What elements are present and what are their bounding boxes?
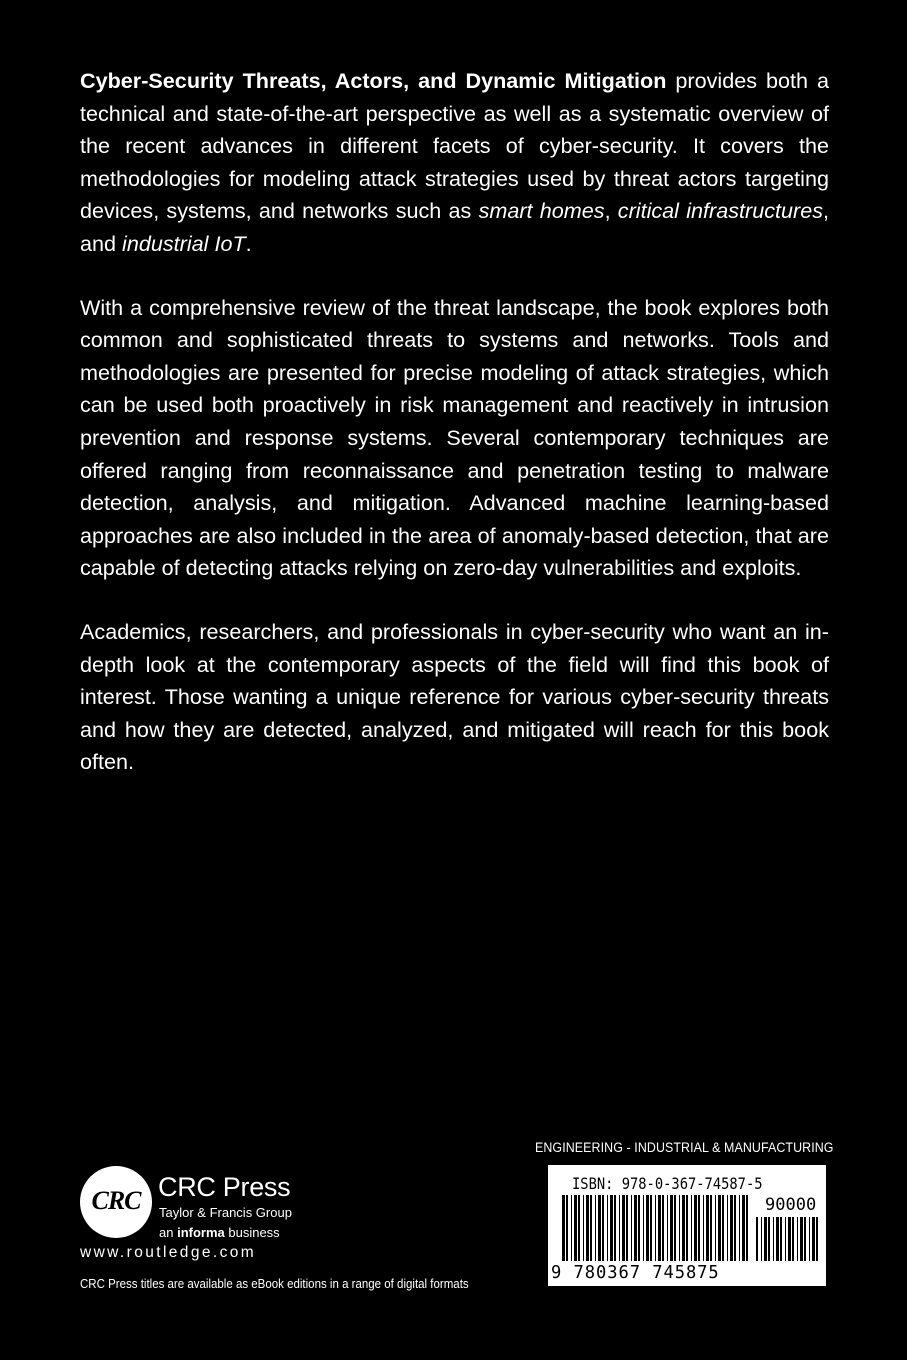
barcode-bar: [571, 1195, 572, 1261]
barcode-bar: [788, 1217, 791, 1261]
barcode-bar: [812, 1217, 815, 1261]
barcode-bar: [646, 1195, 649, 1261]
barcode-bar: [773, 1217, 774, 1261]
barcode-bar: [746, 1195, 748, 1261]
barcode-bars: [562, 1195, 748, 1261]
barcode-bar: [583, 1195, 584, 1261]
barcode-bar: [658, 1195, 661, 1261]
barcode-bar: [800, 1217, 803, 1261]
barcode-bar: [610, 1195, 613, 1261]
barcode-bar: [590, 1195, 592, 1261]
barcode-bar: [595, 1195, 596, 1261]
description-paragraph-3: Academics, researchers, and professionals in cyber-security who want an in-depth look at the contemporary aspects of the field will find this book of interest. Those wanting a unique reference for various cyber-security threats and how they are detected, analyzed, and mitigated will reach for this book often.: [80, 618, 829, 775]
price-code: 90000: [765, 1195, 817, 1215]
barcode-bar: [809, 1217, 810, 1261]
barcode-bar: [598, 1195, 601, 1261]
book-title: Cyber-Security Threats, Actors, and Dynamic Mitigation: [80, 68, 667, 93]
barcode-bar: [739, 1195, 740, 1261]
barcode-bar: [679, 1195, 680, 1261]
barcode-bar: [643, 1195, 644, 1261]
barcode-bar: [574, 1195, 577, 1261]
barcode-bar: [691, 1195, 692, 1261]
barcode-bar: [797, 1217, 798, 1261]
publisher-website: www.routledge.com: [80, 1244, 257, 1261]
barcode-bar: [602, 1195, 604, 1261]
barcode-bar: [650, 1195, 652, 1261]
barcode-bar: [776, 1217, 779, 1261]
barcode-bar: [578, 1195, 580, 1261]
barcode-bar: [686, 1195, 688, 1261]
barcode-bar: [655, 1195, 656, 1261]
barcode-bar: [756, 1217, 758, 1261]
barcode-bar: [742, 1195, 745, 1261]
description-paragraph-1: Cyber-Security Threats, Actors, and Dynamic Mitigation provides both a technical and state-of-the-art perspective as well as a systematic overview of the recent advances in different facets of cyber-security. It covers the methodologies for modeling attack strategies used by threat actors targeting devices, systems, and networks such as smart homes, critical infrastructures, and industrial IoT.: [80, 68, 830, 256]
barcode-bar: [670, 1195, 673, 1261]
barcode-bar: [607, 1195, 608, 1261]
barcode-bar: [785, 1217, 786, 1261]
barcode-bar: [730, 1195, 733, 1261]
barcode-bar: [631, 1195, 632, 1261]
barcode-bar: [586, 1195, 589, 1261]
ebook-note: CRC Press titles are available as eBook editions in a range of digital formats: [80, 1277, 469, 1291]
barcode-bar: [715, 1195, 716, 1261]
barcode-bar: [780, 1217, 782, 1261]
isbn-label: ISBN: 978-0-367-74587-5: [572, 1174, 763, 1193]
barcode-bar: [816, 1217, 818, 1261]
back-cover-description: [80, 65, 829, 810]
barcode-bar: [682, 1195, 685, 1261]
addon-barcode-bars: [756, 1217, 818, 1261]
barcode-bar: [734, 1195, 736, 1261]
barcode-bar: [768, 1217, 770, 1261]
publisher-name: CRC Press: [158, 1172, 291, 1202]
barcode-bar: [614, 1195, 616, 1261]
barcode-bar: [727, 1195, 728, 1261]
publisher-group: Taylor & Francis Group: [159, 1205, 292, 1220]
barcode-bar: [674, 1195, 676, 1261]
barcode-bar: [662, 1195, 664, 1261]
barcode-bar: [706, 1195, 709, 1261]
barcode-digits: 9 780367 745875: [551, 1262, 720, 1283]
barcode-bar: [566, 1195, 568, 1261]
barcode-bar: [698, 1195, 700, 1261]
barcode-bar: [619, 1195, 620, 1261]
barcode-bar: [718, 1195, 721, 1261]
barcode-bar: [804, 1217, 806, 1261]
barcode-bar: [764, 1217, 767, 1261]
subject-category: ENGINEERING - INDUSTRIAL & MANUFACTURING: [535, 1140, 834, 1155]
barcode-bar: [722, 1195, 724, 1261]
barcode-bar: [694, 1195, 697, 1261]
crc-logo-icon: CRC: [80, 1166, 152, 1238]
barcode-bar: [761, 1217, 762, 1261]
barcode-bar: [626, 1195, 628, 1261]
barcode-bar: [638, 1195, 640, 1261]
barcode-bar: [634, 1195, 637, 1261]
barcode-bar: [710, 1195, 712, 1261]
publisher-tagline: an informa business: [159, 1225, 280, 1240]
barcode-bar: [622, 1195, 625, 1261]
isbn-barcode: [548, 1165, 826, 1286]
barcode-bar: [667, 1195, 668, 1261]
barcode-bar: [703, 1195, 704, 1261]
barcode-bar: [792, 1217, 794, 1261]
barcode-bar: [562, 1195, 565, 1261]
description-paragraph-2: With a comprehensive review of the threat landscape, the book explores both common and sophisticated threats to systems and networks. Tools and methodologies are presented for precise modeling of attack strategies, which can be used both proactively in risk management and reactively in intrusion prevention and response systems. Several contemporary techniques are offered ranging from reconnaissance and penetration testing to malware detection, analysis, and mitigation. Advanced machine learning-based approaches are also included in the area of anomaly-based detection, that are capable of detecting attacks relying on zero-day vulnerabilities and exploits.: [80, 294, 829, 581]
